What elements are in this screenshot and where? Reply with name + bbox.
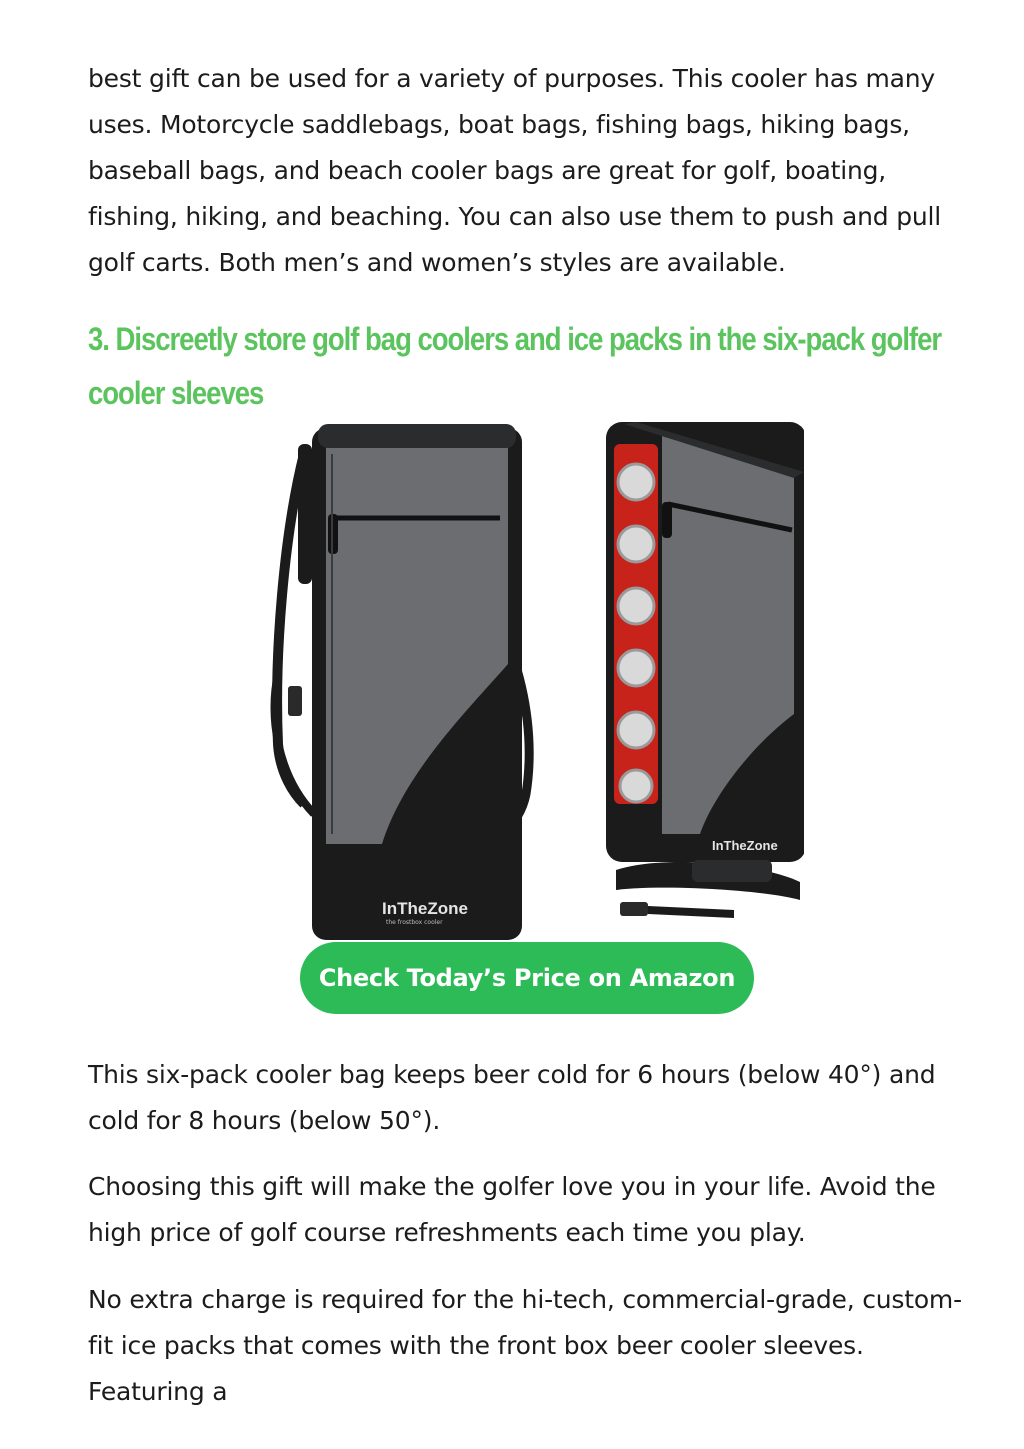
paragraph-gift-benefit: Choosing this gift will make the golfer love you in your life. Avoid the high price of golf course refreshments each time you play. bbox=[88, 1172, 936, 1247]
can-4 bbox=[618, 650, 654, 686]
strap-pad bbox=[692, 860, 772, 882]
left-bag-logo: InTheZone bbox=[382, 899, 468, 918]
can-5 bbox=[618, 712, 654, 748]
cta-container bbox=[300, 942, 754, 1014]
strap-buckle-right bbox=[620, 902, 648, 916]
left-bag-top-cap bbox=[318, 424, 516, 448]
strap-tail bbox=[648, 906, 734, 918]
can-2 bbox=[618, 526, 654, 562]
right-bag-logo: InTheZone bbox=[712, 838, 778, 853]
can-6 bbox=[620, 770, 652, 802]
right-zipper-pull bbox=[662, 502, 672, 538]
check-price-amazon-button[interactable]: Check Today’s Price on Amazon bbox=[300, 942, 754, 1014]
strap-handle bbox=[298, 444, 312, 584]
section-heading: 3. Discreetly store golf bag coolers and ice packs in the six-pack golfer cooler sleeves bbox=[88, 321, 942, 411]
left-bag-tagline: the frostbox cooler bbox=[386, 919, 443, 926]
product-image bbox=[264, 414, 804, 944]
paragraph-ice-packs: No extra charge is required for the hi-tech, commercial-grade, custom-fit ice packs that comes with the front box beer cooler sleeves. Featuring a bbox=[88, 1285, 962, 1406]
paragraph-cold-duration: This six-pack cooler bag keeps beer cold for 6 hours (below 40°) and cold for 8 hours (below 50°). bbox=[88, 1060, 936, 1135]
intro-paragraph: best gift can be used for a variety of purposes. This cooler has many uses. Motorcycle saddlebags, boat bags, fishing bags, hiking bags, baseball bags, and beach cooler bags are great for golf, boating, fishing, hiking, and beaching. You can also use them to push and pull golf carts. Both men’s and women’s styles are available. bbox=[88, 64, 941, 277]
can-1 bbox=[618, 464, 654, 500]
can-3 bbox=[618, 588, 654, 624]
strap-buckle-left bbox=[288, 686, 302, 716]
